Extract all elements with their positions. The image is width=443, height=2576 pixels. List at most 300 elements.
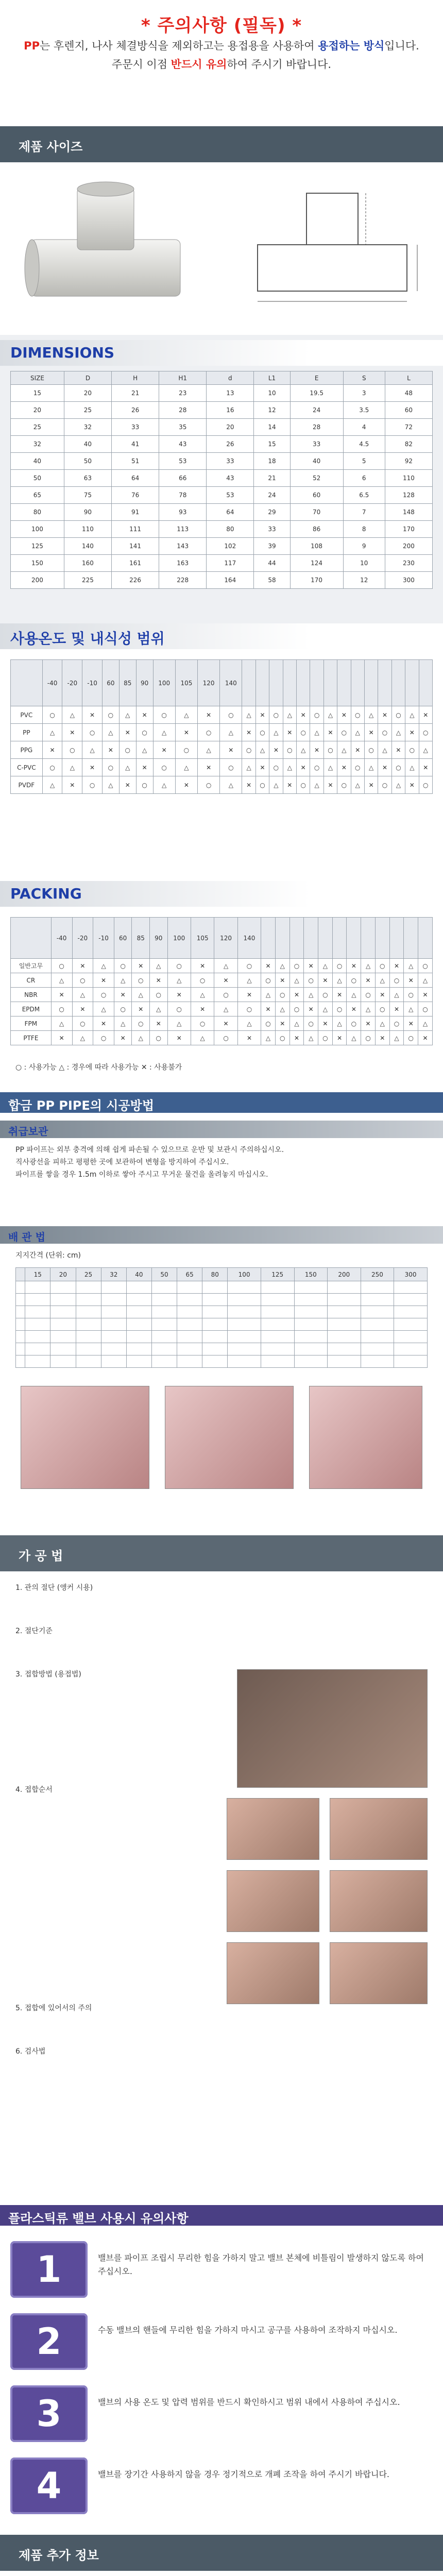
table-cell: 5 bbox=[343, 453, 385, 470]
tee-fitting-image bbox=[21, 178, 191, 317]
table-cell: ✕ bbox=[375, 1031, 389, 1045]
step-2-badge: 2 bbox=[10, 2313, 88, 2370]
table-cell: ✕ bbox=[191, 959, 214, 973]
table-cell: 32 bbox=[64, 419, 111, 436]
header-cell bbox=[391, 660, 405, 706]
table-cell: ○ bbox=[42, 706, 62, 724]
header-cell: SIZE bbox=[11, 371, 64, 385]
table-cell: 65 bbox=[11, 487, 64, 504]
dimensions-band: DIMENSIONS bbox=[0, 340, 443, 366]
table-cell: ○ bbox=[136, 724, 153, 741]
table-cell: △ bbox=[62, 759, 82, 776]
header-cell bbox=[297, 660, 310, 706]
table-cell: △ bbox=[42, 724, 62, 741]
table-cell: ✕ bbox=[405, 724, 419, 741]
table-cell: △ bbox=[347, 1031, 361, 1045]
table-cell: ○ bbox=[419, 776, 432, 794]
table-cell: ○ bbox=[404, 988, 418, 1002]
table-cell: 20 bbox=[207, 419, 254, 436]
table-cell bbox=[328, 1306, 361, 1318]
header-cell bbox=[378, 660, 391, 706]
table-cell: ✕ bbox=[102, 741, 119, 759]
header-cell: -40 bbox=[42, 660, 62, 706]
table-header-row bbox=[11, 371, 433, 385]
table-cell bbox=[16, 1355, 25, 1368]
table-row bbox=[11, 470, 433, 487]
table-row bbox=[11, 973, 433, 988]
table-cell bbox=[151, 1281, 177, 1294]
table-cell: △ bbox=[261, 988, 276, 1002]
table-cell bbox=[177, 1343, 202, 1355]
table-cell bbox=[126, 1331, 151, 1343]
table-cell: ✕ bbox=[191, 1002, 214, 1016]
table-cell bbox=[394, 1306, 428, 1318]
table-cell: ✕ bbox=[214, 1016, 237, 1031]
table-cell: 200 bbox=[11, 572, 64, 589]
table-cell: 141 bbox=[112, 538, 159, 555]
table-cell: △ bbox=[220, 776, 242, 794]
table-cell bbox=[228, 1306, 261, 1318]
table-cell: PP bbox=[11, 724, 43, 741]
table-cell: 91 bbox=[112, 504, 159, 521]
table-cell: 110 bbox=[64, 521, 111, 538]
table-cell: ✕ bbox=[283, 776, 296, 794]
table-cell: ○ bbox=[351, 759, 364, 776]
table-cell bbox=[177, 1355, 202, 1368]
table-cell: ✕ bbox=[269, 741, 283, 759]
table-cell: ✕ bbox=[136, 706, 153, 724]
table-cell bbox=[361, 1306, 394, 1318]
table-cell bbox=[361, 1355, 394, 1368]
table-cell: PVC bbox=[11, 706, 43, 724]
table-cell: 53 bbox=[207, 487, 254, 504]
table-row bbox=[16, 1331, 428, 1343]
table-cell bbox=[261, 1294, 294, 1306]
table-cell: ○ bbox=[310, 706, 323, 724]
table-row bbox=[11, 572, 433, 589]
table-cell: ○ bbox=[261, 973, 276, 988]
table-cell: ○ bbox=[332, 959, 347, 973]
table-cell: 160 bbox=[64, 555, 111, 572]
table-cell bbox=[25, 1318, 50, 1331]
table-cell: △ bbox=[42, 776, 62, 794]
table-row bbox=[11, 706, 433, 724]
step-3-text: 밸브의 사용 온도 및 압력 범위를 반드시 확인하시고 범위 내에서 사용하여 주십시오. bbox=[98, 2397, 400, 2407]
table-cell: ○ bbox=[198, 724, 220, 741]
table-cell: 75 bbox=[64, 487, 111, 504]
table-cell: 63 bbox=[64, 470, 111, 487]
table-row bbox=[11, 521, 433, 538]
table-cell: △ bbox=[332, 973, 347, 988]
handling-text: PP 파이프는 외부 충격에 의해 쉽게 파손될 수 있으므로 운반 및 보관시 주의하십시오. 직사광선을 피하고 평평한 곳에 보관하여 변형을 방지하여 주십시오. 파이프를 쌓을 경우 1.5m 이하로 쌓아 주시고 무거운 물건을 올려놓지 마십시오. bbox=[15, 1146, 284, 1179]
table-cell: △ bbox=[419, 741, 432, 759]
table-cell: ✕ bbox=[347, 959, 361, 973]
table-cell: ○ bbox=[82, 776, 103, 794]
table-cell bbox=[25, 1355, 50, 1368]
table-cell bbox=[50, 1343, 76, 1355]
table-cell: 60 bbox=[290, 487, 343, 504]
table-cell: 23 bbox=[159, 385, 207, 402]
dimension-drawing bbox=[242, 178, 422, 317]
header-cell bbox=[389, 918, 404, 959]
table-cell: 26 bbox=[207, 436, 254, 453]
table-cell: △ bbox=[150, 1002, 168, 1016]
table-cell bbox=[151, 1294, 177, 1306]
table-cell: ○ bbox=[255, 724, 269, 741]
table-cell: ○ bbox=[404, 1031, 418, 1045]
table-cell: △ bbox=[337, 741, 351, 759]
table-cell bbox=[151, 1306, 177, 1318]
header-cell: E bbox=[290, 371, 343, 385]
table-cell: ○ bbox=[93, 1031, 114, 1045]
table-cell: △ bbox=[132, 988, 150, 1002]
table-cell bbox=[50, 1281, 76, 1294]
table-cell: 52 bbox=[290, 470, 343, 487]
table-cell: ○ bbox=[220, 706, 242, 724]
table-cell: 228 bbox=[159, 572, 207, 589]
table-cell: ○ bbox=[283, 741, 296, 759]
table-cell bbox=[50, 1318, 76, 1331]
table-cell: ○ bbox=[304, 1016, 318, 1031]
table-cell: 113 bbox=[159, 521, 207, 538]
table-cell: △ bbox=[191, 988, 214, 1002]
table-cell: ✕ bbox=[318, 1016, 333, 1031]
table-cell: 33 bbox=[112, 419, 159, 436]
table-cell bbox=[202, 1306, 228, 1318]
table-cell: ○ bbox=[255, 776, 269, 794]
table-row bbox=[11, 776, 433, 794]
dimensions-table bbox=[10, 371, 433, 589]
header-cell bbox=[242, 660, 255, 706]
table-cell: ○ bbox=[150, 1031, 168, 1045]
table-cell bbox=[328, 1318, 361, 1331]
table-cell: ○ bbox=[191, 1016, 214, 1031]
table-cell: ○ bbox=[150, 988, 168, 1002]
table-cell bbox=[101, 1294, 126, 1306]
table-cell: △ bbox=[310, 724, 323, 741]
header-cell: 60 bbox=[102, 660, 119, 706]
table-cell: ✕ bbox=[378, 759, 391, 776]
notice-line-2: 주문시 이점 반드시 유의하여 주시기 바랍니다. bbox=[111, 58, 332, 71]
table-cell: △ bbox=[275, 959, 289, 973]
table-cell bbox=[294, 1343, 328, 1355]
table-cell: ✕ bbox=[332, 1031, 347, 1045]
table-cell: 148 bbox=[385, 504, 432, 521]
table-cell: ○ bbox=[389, 973, 404, 988]
header-cell: 50 bbox=[151, 1268, 177, 1281]
table-cell bbox=[294, 1306, 328, 1318]
table-cell bbox=[16, 1294, 25, 1306]
header-cell bbox=[332, 918, 347, 959]
table-cell: △ bbox=[102, 776, 119, 794]
table-cell bbox=[261, 1318, 294, 1331]
table-cell: 28 bbox=[290, 419, 343, 436]
table-cell: ✕ bbox=[391, 741, 405, 759]
process-header: 가 공 법 bbox=[0, 1535, 443, 1571]
table-cell bbox=[25, 1294, 50, 1306]
header-cell: 90 bbox=[150, 918, 168, 959]
table-cell bbox=[16, 1343, 25, 1355]
table-cell: △ bbox=[153, 724, 175, 741]
table-cell: 82 bbox=[385, 436, 432, 453]
header-cell: D bbox=[64, 371, 111, 385]
table-cell: ✕ bbox=[389, 1002, 404, 1016]
table-cell: ○ bbox=[191, 973, 214, 988]
table-cell: △ bbox=[297, 741, 310, 759]
table-cell: 200 bbox=[385, 538, 432, 555]
table-cell: ✕ bbox=[318, 973, 333, 988]
table-cell bbox=[76, 1331, 101, 1343]
table-cell: 20 bbox=[11, 402, 64, 419]
table-cell: 10 bbox=[254, 385, 290, 402]
table-cell: ✕ bbox=[418, 1031, 433, 1045]
table-cell: 300 bbox=[385, 572, 432, 589]
table-cell: △ bbox=[351, 724, 364, 741]
header-cell bbox=[16, 1268, 25, 1281]
table-cell bbox=[328, 1281, 361, 1294]
header-cell: 120 bbox=[214, 918, 237, 959]
table-cell: ○ bbox=[297, 776, 310, 794]
table-cell: 102 bbox=[207, 538, 254, 555]
table-cell bbox=[151, 1343, 177, 1355]
table-cell: 66 bbox=[159, 470, 207, 487]
table-cell bbox=[361, 1281, 394, 1294]
header-cell bbox=[289, 918, 304, 959]
header-cell: 100 bbox=[153, 660, 175, 706]
table-row bbox=[11, 555, 433, 572]
table-cell: 50 bbox=[11, 470, 64, 487]
table-row bbox=[11, 1031, 433, 1045]
table-cell: C-PVC bbox=[11, 759, 43, 776]
table-cell: △ bbox=[323, 759, 337, 776]
table-cell: ✕ bbox=[136, 759, 153, 776]
table-cell: ○ bbox=[261, 1016, 276, 1031]
table-cell bbox=[101, 1306, 126, 1318]
table-cell bbox=[294, 1355, 328, 1368]
header-cell bbox=[310, 660, 323, 706]
table-cell: ○ bbox=[237, 1002, 261, 1016]
table-cell: △ bbox=[364, 759, 378, 776]
table-cell: ○ bbox=[391, 706, 405, 724]
table-cell: ✕ bbox=[361, 973, 376, 988]
header-cell: L bbox=[385, 371, 432, 385]
table-cell: ○ bbox=[214, 1031, 237, 1045]
header-cell bbox=[269, 660, 283, 706]
table-cell bbox=[394, 1331, 428, 1343]
table-row bbox=[11, 959, 433, 973]
table-cell: △ bbox=[167, 973, 191, 988]
table-cell bbox=[261, 1343, 294, 1355]
table-row bbox=[11, 419, 433, 436]
table-cell: ○ bbox=[375, 959, 389, 973]
table-cell: ✕ bbox=[237, 1031, 261, 1045]
table-cell bbox=[16, 1306, 25, 1318]
table-cell: △ bbox=[289, 973, 304, 988]
header-cell bbox=[255, 660, 269, 706]
header-cell: 250 bbox=[361, 1268, 394, 1281]
step-1-text: 밸브를 파이프 조립시 무리한 힘을 가하지 말고 밸브 본체에 비틀림이 발생하지 않도록 하여 주십시오. bbox=[98, 2253, 424, 2276]
header-cell: H1 bbox=[159, 371, 207, 385]
table-cell: 226 bbox=[112, 572, 159, 589]
table-cell bbox=[261, 1355, 294, 1368]
header-cell bbox=[375, 918, 389, 959]
table-cell: ✕ bbox=[198, 706, 220, 724]
header-cell: -10 bbox=[82, 660, 103, 706]
table-cell: ✕ bbox=[255, 759, 269, 776]
table-cell bbox=[294, 1281, 328, 1294]
table-cell bbox=[50, 1355, 76, 1368]
table-cell: ✕ bbox=[404, 973, 418, 988]
table-cell bbox=[177, 1331, 202, 1343]
header-cell bbox=[418, 918, 433, 959]
table-cell: △ bbox=[375, 1016, 389, 1031]
table-cell: 6.5 bbox=[343, 487, 385, 504]
table-cell: △ bbox=[175, 759, 197, 776]
table-cell: △ bbox=[375, 973, 389, 988]
table-cell: △ bbox=[361, 1002, 376, 1016]
table-cell: 4 bbox=[343, 419, 385, 436]
header-cell: 25 bbox=[76, 1268, 101, 1281]
table-cell: △ bbox=[391, 724, 405, 741]
header-cell: 32 bbox=[101, 1268, 126, 1281]
table-cell bbox=[76, 1306, 101, 1318]
table-cell: ✕ bbox=[119, 724, 136, 741]
table-cell: △ bbox=[150, 959, 168, 973]
table-cell: ✕ bbox=[289, 988, 304, 1002]
table-cell: ✕ bbox=[114, 988, 132, 1002]
table-cell: EPDM bbox=[11, 1002, 52, 1016]
usage-table bbox=[10, 659, 433, 794]
table-cell: ✕ bbox=[119, 776, 136, 794]
table-cell bbox=[126, 1294, 151, 1306]
table-cell: 53 bbox=[159, 453, 207, 470]
table-cell bbox=[25, 1343, 50, 1355]
table-row bbox=[16, 1281, 428, 1294]
table-cell: △ bbox=[364, 706, 378, 724]
table-cell: 108 bbox=[290, 538, 343, 555]
table-row bbox=[11, 504, 433, 521]
table-row bbox=[11, 453, 433, 470]
table-cell: 100 bbox=[11, 521, 64, 538]
table-cell: 25 bbox=[11, 419, 64, 436]
table-cell: ○ bbox=[269, 759, 283, 776]
table-cell: 170 bbox=[385, 521, 432, 538]
table-cell: ○ bbox=[102, 706, 119, 724]
table-cell bbox=[202, 1331, 228, 1343]
dimensions-panel bbox=[0, 335, 443, 623]
table-cell: △ bbox=[389, 988, 404, 1002]
table-cell: △ bbox=[51, 973, 72, 988]
table-cell: ✕ bbox=[255, 706, 269, 724]
notice-line-1: PP는 후렌지, 나사 체결방식을 제외하고는 용접용을 사용하여 용접하는 방식입니다. bbox=[24, 40, 419, 52]
table-cell bbox=[261, 1281, 294, 1294]
table-cell: ✕ bbox=[375, 988, 389, 1002]
table-cell: ○ bbox=[418, 1002, 433, 1016]
table-cell: ○ bbox=[153, 706, 175, 724]
table-cell: ✕ bbox=[153, 741, 175, 759]
table-cell: 43 bbox=[159, 436, 207, 453]
table-cell: 60 bbox=[385, 402, 432, 419]
table-cell: ✕ bbox=[51, 1031, 72, 1045]
table-cell: ○ bbox=[347, 1016, 361, 1031]
table-cell: ✕ bbox=[150, 973, 168, 988]
table-cell: PPG bbox=[11, 741, 43, 759]
table-cell: 33 bbox=[290, 436, 343, 453]
process-photo-5 bbox=[227, 1942, 319, 2004]
table-cell: ○ bbox=[167, 1002, 191, 1016]
header-cell: 80 bbox=[202, 1268, 228, 1281]
table-cell bbox=[101, 1331, 126, 1343]
table-cell: ○ bbox=[132, 973, 150, 988]
table-cell: 16 bbox=[207, 402, 254, 419]
table-cell: ○ bbox=[242, 741, 255, 759]
header-cell: 140 bbox=[237, 918, 261, 959]
table-cell: 7 bbox=[343, 504, 385, 521]
table-cell: 93 bbox=[159, 504, 207, 521]
table-cell: 33 bbox=[207, 453, 254, 470]
extra-info-header: 제품 추가 정보 bbox=[0, 2535, 443, 2571]
table-cell bbox=[126, 1355, 151, 1368]
header-cell bbox=[361, 918, 376, 959]
table-cell: PTFE bbox=[11, 1031, 52, 1045]
table-cell: ✕ bbox=[175, 776, 197, 794]
table-cell: ✕ bbox=[167, 988, 191, 1002]
packing-band: PACKING bbox=[0, 881, 443, 907]
table-cell: 124 bbox=[290, 555, 343, 572]
table-cell: ✕ bbox=[283, 724, 296, 741]
header-cell: 300 bbox=[394, 1268, 428, 1281]
table-cell: ✕ bbox=[82, 759, 103, 776]
table-cell: ✕ bbox=[72, 959, 93, 973]
table-cell: △ bbox=[269, 724, 283, 741]
table-cell: 43 bbox=[207, 470, 254, 487]
header-cell: 140 bbox=[220, 660, 242, 706]
table-cell: ○ bbox=[62, 741, 82, 759]
table-row bbox=[11, 759, 433, 776]
table-cell: NBR bbox=[11, 988, 52, 1002]
table-cell: 12 bbox=[343, 572, 385, 589]
header-cell bbox=[337, 660, 351, 706]
table-cell bbox=[294, 1294, 328, 1306]
table-cell: △ bbox=[242, 759, 255, 776]
table-cell: ○ bbox=[214, 988, 237, 1002]
table-cell: 3 bbox=[343, 385, 385, 402]
table-cell: ○ bbox=[310, 759, 323, 776]
table-cell: 86 bbox=[290, 521, 343, 538]
table-cell: 50 bbox=[64, 453, 111, 470]
table-cell bbox=[76, 1294, 101, 1306]
table-cell: ○ bbox=[198, 776, 220, 794]
table-cell bbox=[294, 1331, 328, 1343]
table-cell: 12 bbox=[254, 402, 290, 419]
table-cell: ○ bbox=[102, 759, 119, 776]
table-cell: 78 bbox=[159, 487, 207, 504]
packing-legend: ○ : 사용가능 △ : 경우에 따라 사용가능 ✕ : 사용불가 bbox=[15, 1063, 182, 1072]
table-cell: ○ bbox=[318, 988, 333, 1002]
table-row bbox=[11, 724, 433, 741]
table-cell: ✕ bbox=[237, 988, 261, 1002]
pipe-method-banner: 합금 PP PIPE의 시공방법 bbox=[0, 1092, 443, 1113]
table-cell bbox=[361, 1331, 394, 1343]
table-cell: ✕ bbox=[62, 776, 82, 794]
table-row bbox=[11, 741, 433, 759]
table-cell: ○ bbox=[297, 724, 310, 741]
table-row bbox=[11, 385, 433, 402]
table-cell bbox=[177, 1318, 202, 1331]
table-row bbox=[11, 1016, 433, 1031]
table-row bbox=[16, 1355, 428, 1368]
header-cell bbox=[275, 918, 289, 959]
